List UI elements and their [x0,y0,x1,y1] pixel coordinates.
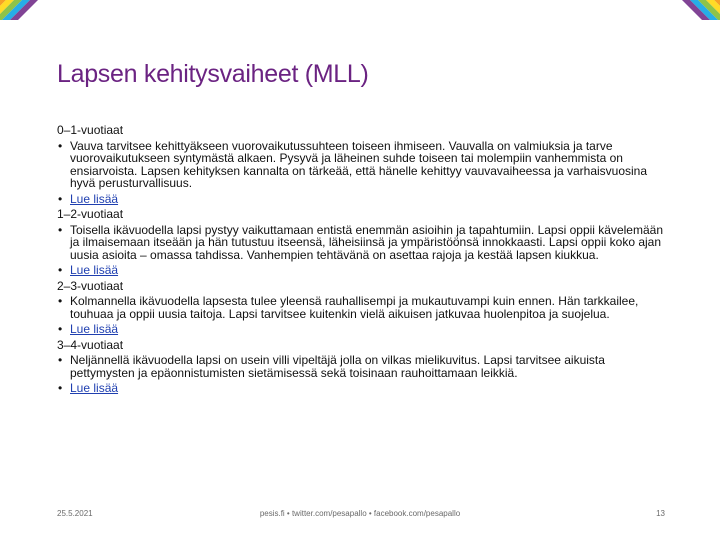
page-title: Lapsen kehitysvaiheet (MLL) [57,60,369,88]
decorative-color-strip [0,0,720,20]
bullet-item-link-0-1 [57,193,669,206]
bullet-item-link-1-2 [57,264,669,277]
read-more-link-1-2[interactable]: Lue lisää [70,263,119,277]
section-heading-1-2: 1–2-vuotiaat [57,207,124,221]
read-more-link-3-4[interactable]: Lue lisää [70,381,119,395]
section-heading-0-1: 0–1-vuotiaat [57,123,124,137]
section-text-1-2: • Toisella ikävuodella lapsi pystyy vaikuttamaan entistä enemmän asioihin ja tapahtumiin. Lapsi oppii kävelemään ja ilmaisemaan itseään ja hän tutustuu itseensä, läheisiinsä ja ympäristöönsä innokkaasti. Lapsi oppii koko ajan uusia asioita – omassa tahdissa. Vanhempien tehtävänä on asettaa rajoja ja kestää lapsen kiukkua. [57,224,669,262]
bullet-item-link-3-4 [57,382,669,395]
section-heading-3-4: 3–4-vuotiaat [57,337,124,352]
section-text-0-1: • Vauva tarvitsee kehittyäkseen vuorovaikutussuhteen toiseen ihmiseen. Vauvalla on valmiuksia ja tarve vuorovaikutukseen syntymästä alkaen. Pysyvä ja läheinen suhde toiseen tai molempiin vanhemmista on ensiarvoista. Lapsen kehityksen kannalta on tärkeää, että hänelle kehittyy vauvavaiheessa ja varhaisvuosina hyvä perusturvallisuus. [57,140,669,190]
content-list [57,124,669,398]
read-more-link-0-1[interactable]: Lue lisää [70,191,119,206]
read-more-link-2-3[interactable]: Lue lisää [70,322,119,336]
page-number: 13 [656,509,665,518]
section-text-3-4: • Neljännellä ikävuodella lapsi on usein villi vipeltäjä jolla on vilkas mielikuvitus. Lapsi tarvitsee aikuista pettymysten ja epäonnistumisten sietämisessä sekä toisinaan rauhoittamaan leikkiä. [57,354,669,379]
bullet-item-link-2-3 [57,323,669,336]
section-text-2-3: • Kolmannella ikävuodella lapsesta tulee yleensä rauhallisempi ja mukautuvampi kuin ennen. Hän tarkkailee, touhuaa ja oppii uusia taitoja. Lapsi tarvitsee kuitenkin vielä aikuisen jatkuvaa huolenpitoa ja suojelua. [57,295,669,320]
section-heading-2-3: 2–3-vuotiaat [57,278,124,293]
footer-links-text: pesis.fi • twitter.com/pesapallo • facebook.com/pesapallo [259,509,461,518]
footer-date: 25.5.2021 [57,509,93,518]
